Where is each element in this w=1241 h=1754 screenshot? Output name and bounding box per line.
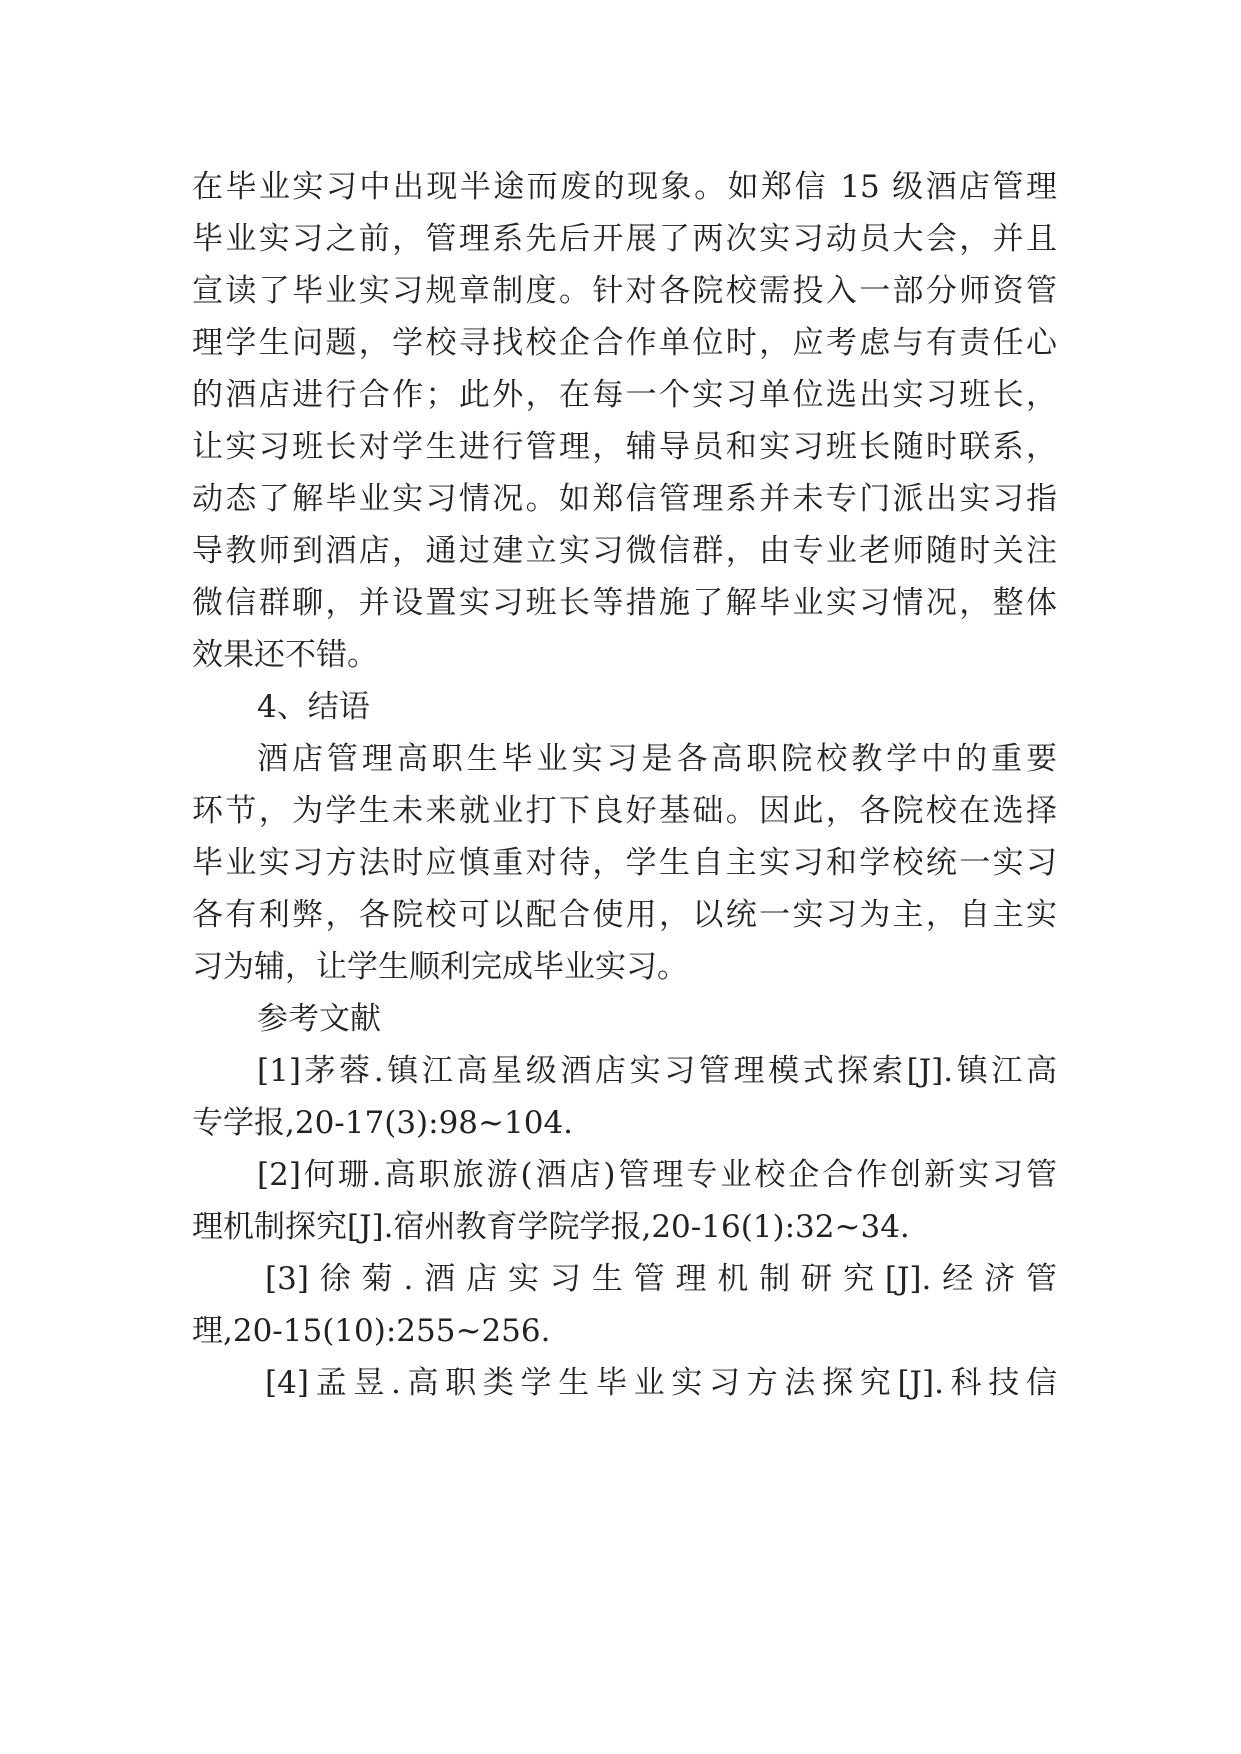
body-text-line: 效果还不错。 bbox=[192, 637, 378, 673]
body-text-line: 环节，为学生未来就业打下良好基础。因此，各院校在选择 bbox=[192, 793, 1057, 829]
body-text-line: 宣读了毕业实习规章制度。针对各院校需投入一部分师资管 bbox=[192, 273, 1057, 309]
reference-line: 专学报,20-17(3):98~104. bbox=[192, 1105, 574, 1141]
body-text-line: 毕业实习之前，管理系先后开展了两次实习动员大会，并且 bbox=[192, 221, 1057, 257]
reference-line: [3]徐菊.酒店实习生管理机制研究[J].经济管 bbox=[265, 1261, 1057, 1297]
body-text-line: 各有利弊，各院校可以配合使用，以统一实习为主，自主实 bbox=[192, 897, 1057, 933]
reference-line: 理机制探究[J].宿州教育学院学报,20-16(1):32~34. bbox=[192, 1209, 910, 1245]
body-text-line: 的酒店进行合作；此外，在每一个实习单位选出实习班长， bbox=[192, 377, 1057, 413]
reference-line: [1]茅蓉.镇江高星级酒店实习管理模式探索[J].镇江高 bbox=[257, 1053, 1057, 1089]
body-text-line: 微信群聊，并设置实习班长等措施了解毕业实习情况，整体 bbox=[192, 585, 1057, 621]
body-text-line: 习为辅，让学生顺利完成毕业实习。 bbox=[192, 949, 688, 985]
body-text-line: 理学生问题，学校寻找校企合作单位时，应考虑与有责任心 bbox=[192, 325, 1057, 361]
section-heading: 4、结语 bbox=[257, 689, 370, 725]
reference-line: 理,20-15(10):255~256. bbox=[192, 1313, 551, 1349]
body-text-line: 酒店管理高职生毕业实习是各高职院校教学中的重要 bbox=[257, 741, 1057, 777]
references-heading: 参考文献 bbox=[257, 1001, 381, 1037]
reference-line: [4]孟昱.高职类学生毕业实习方法探究[J].科技信 bbox=[265, 1365, 1057, 1401]
body-text-line: 导教师到酒店，通过建立实习微信群，由专业老师随时关注 bbox=[192, 533, 1057, 569]
body-text-line: 动态了解毕业实习情况。如郑信管理系并未专门派出实习指 bbox=[192, 481, 1057, 517]
reference-line: [2]何珊.高职旅游(酒店)管理专业校企合作创新实习管 bbox=[257, 1157, 1057, 1193]
body-text-line: 让实习班长对学生进行管理，辅导员和实习班长随时联系， bbox=[192, 429, 1057, 465]
body-text-line: 在毕业实习中出现半途而废的现象。如郑信 15 级酒店管理 bbox=[192, 169, 1057, 205]
body-text-line: 毕业实习方法时应慎重对待，学生自主实习和学校统一实习 bbox=[192, 845, 1057, 881]
